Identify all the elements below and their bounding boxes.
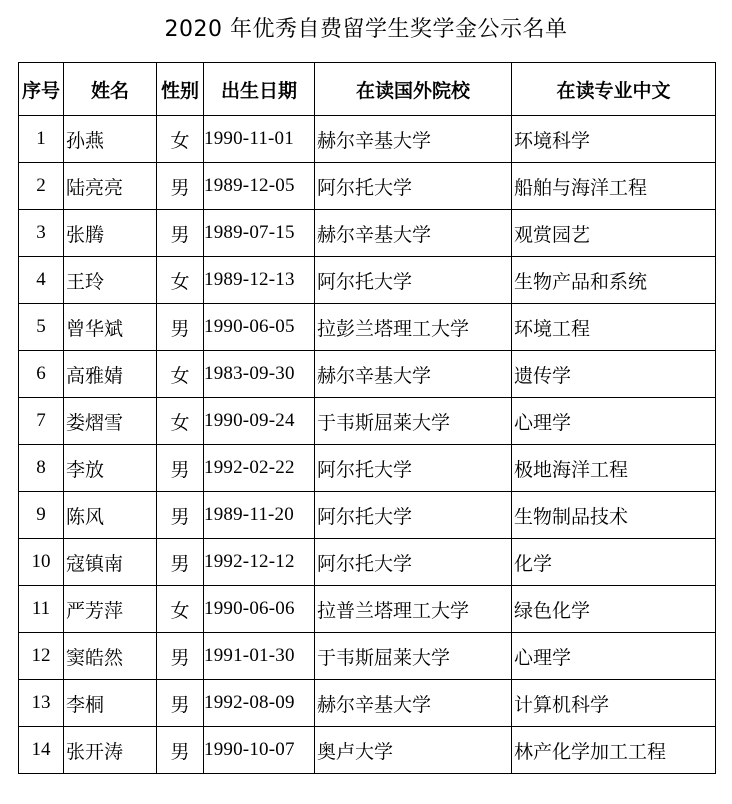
cell-school: 赫尔辛基大学 [315, 351, 512, 398]
cell-birth: 1990-06-05 [204, 304, 315, 351]
table-row [19, 680, 716, 727]
cell-major: 心理学 [512, 633, 716, 680]
header-gender: 性别 [157, 63, 204, 116]
cell-name: 孙燕 [64, 116, 157, 163]
cell-index: 12 [19, 633, 64, 680]
cell-name: 窦皓然 [64, 633, 157, 680]
table-row [19, 492, 716, 539]
cell-birth: 1992-08-09 [204, 680, 315, 727]
cell-gender: 男 [157, 680, 204, 727]
header-row [19, 63, 716, 116]
cell-school: 赫尔辛基大学 [315, 680, 512, 727]
table-row [19, 210, 716, 257]
cell-gender: 女 [157, 398, 204, 445]
cell-school: 拉普兰塔理工大学 [315, 586, 512, 633]
table-row [19, 257, 716, 304]
cell-major: 林产化学加工工程 [512, 727, 716, 774]
cell-name: 高雅婧 [64, 351, 157, 398]
cell-major: 船舶与海洋工程 [512, 163, 716, 210]
cell-index: 10 [19, 539, 64, 586]
cell-major: 计算机科学 [512, 680, 716, 727]
cell-school: 阿尔托大学 [315, 257, 512, 304]
cell-name: 娄熠雪 [64, 398, 157, 445]
cell-name: 李桐 [64, 680, 157, 727]
cell-birth: 1990-11-01 [204, 116, 315, 163]
cell-index: 2 [19, 163, 64, 210]
cell-gender: 男 [157, 445, 204, 492]
cell-school: 赫尔辛基大学 [315, 116, 512, 163]
table-row [19, 445, 716, 492]
cell-gender: 女 [157, 586, 204, 633]
cell-school: 于韦斯屈莱大学 [315, 398, 512, 445]
cell-birth: 1989-12-13 [204, 257, 315, 304]
scholarship-table [18, 62, 716, 774]
header-name: 姓名 [64, 63, 157, 116]
cell-gender: 男 [157, 304, 204, 351]
cell-birth: 1983-09-30 [204, 351, 315, 398]
cell-school: 阿尔托大学 [315, 445, 512, 492]
cell-school: 拉彭兰塔理工大学 [315, 304, 512, 351]
cell-gender: 男 [157, 539, 204, 586]
table-row [19, 304, 716, 351]
cell-index: 7 [19, 398, 64, 445]
table-body [19, 116, 716, 774]
cell-school: 奥卢大学 [315, 727, 512, 774]
cell-index: 4 [19, 257, 64, 304]
cell-index: 6 [19, 351, 64, 398]
table-row [19, 398, 716, 445]
cell-birth: 1992-02-22 [204, 445, 315, 492]
cell-name: 李放 [64, 445, 157, 492]
cell-gender: 男 [157, 633, 204, 680]
cell-index: 3 [19, 210, 64, 257]
cell-name: 王玲 [64, 257, 157, 304]
table-row [19, 586, 716, 633]
cell-birth: 1990-10-07 [204, 727, 315, 774]
cell-name: 寇镇南 [64, 539, 157, 586]
cell-school: 阿尔托大学 [315, 539, 512, 586]
cell-major: 环境科学 [512, 116, 716, 163]
cell-birth: 1992-12-12 [204, 539, 315, 586]
cell-name: 陆亮亮 [64, 163, 157, 210]
cell-major: 心理学 [512, 398, 716, 445]
cell-major: 观赏园艺 [512, 210, 716, 257]
cell-name: 张腾 [64, 210, 157, 257]
cell-birth: 1989-11-20 [204, 492, 315, 539]
cell-birth: 1990-09-24 [204, 398, 315, 445]
cell-gender: 男 [157, 210, 204, 257]
cell-major: 绿色化学 [512, 586, 716, 633]
table-header [19, 63, 716, 116]
cell-major: 生物制品技术 [512, 492, 716, 539]
table-row [19, 539, 716, 586]
cell-birth: 1990-06-06 [204, 586, 315, 633]
table-row [19, 633, 716, 680]
cell-birth: 1991-01-30 [204, 633, 315, 680]
cell-index: 13 [19, 680, 64, 727]
cell-gender: 男 [157, 727, 204, 774]
cell-school: 于韦斯屈莱大学 [315, 633, 512, 680]
cell-major: 遗传学 [512, 351, 716, 398]
header-major: 在读专业中文 [512, 63, 716, 116]
cell-gender: 男 [157, 492, 204, 539]
header-index: 序号 [19, 63, 64, 116]
cell-index: 8 [19, 445, 64, 492]
table-row [19, 727, 716, 774]
cell-index: 11 [19, 586, 64, 633]
cell-major: 化学 [512, 539, 716, 586]
cell-index: 1 [19, 116, 64, 163]
cell-gender: 男 [157, 163, 204, 210]
cell-school: 赫尔辛基大学 [315, 210, 512, 257]
table-row [19, 116, 716, 163]
header-birth: 出生日期 [204, 63, 315, 116]
cell-school: 阿尔托大学 [315, 163, 512, 210]
cell-index: 5 [19, 304, 64, 351]
cell-gender: 女 [157, 116, 204, 163]
header-school: 在读国外院校 [315, 63, 512, 116]
cell-name: 曾华斌 [64, 304, 157, 351]
cell-gender: 女 [157, 351, 204, 398]
cell-birth: 1989-07-15 [204, 210, 315, 257]
cell-name: 陈风 [64, 492, 157, 539]
table-row [19, 351, 716, 398]
cell-name: 严芳萍 [64, 586, 157, 633]
document-title: 2020 年优秀自费留学生奖学金公示名单 [164, 17, 568, 42]
cell-index: 9 [19, 492, 64, 539]
cell-major: 环境工程 [512, 304, 716, 351]
cell-index: 14 [19, 727, 64, 774]
cell-name: 张开涛 [64, 727, 157, 774]
table-row [19, 163, 716, 210]
cell-school: 阿尔托大学 [315, 492, 512, 539]
cell-major: 生物产品和系统 [512, 257, 716, 304]
cell-gender: 女 [157, 257, 204, 304]
cell-birth: 1989-12-05 [204, 163, 315, 210]
cell-major: 极地海洋工程 [512, 445, 716, 492]
